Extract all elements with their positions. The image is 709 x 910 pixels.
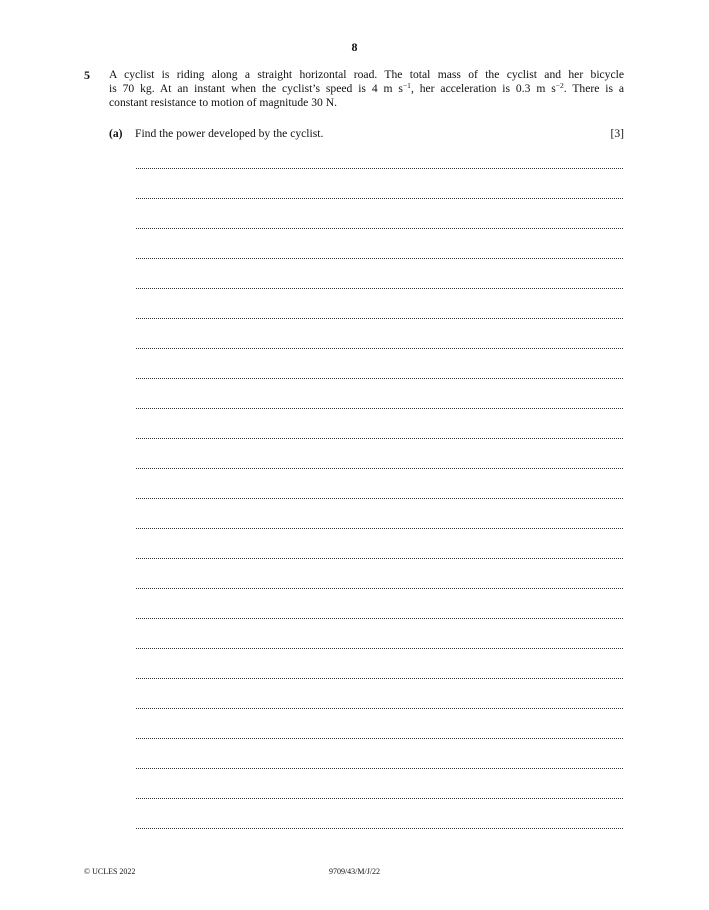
answer-line[interactable] xyxy=(136,258,623,259)
question-line-2 xyxy=(109,82,624,96)
answer-line[interactable] xyxy=(136,168,623,169)
answer-line[interactable] xyxy=(136,528,623,529)
answer-line[interactable] xyxy=(136,348,623,349)
question-line-3: constant resistance to motion of magnitude 30 N. xyxy=(109,96,337,109)
answer-line[interactable] xyxy=(136,768,623,769)
question-text xyxy=(109,68,624,110)
footer-paper-code: 9709/43/M/J/22 xyxy=(328,867,381,876)
question-line-1: A cyclist is riding along a straight horizontal road. The total mass of the cyclist and her bicycle xyxy=(109,68,624,81)
part-a-marks: [3] xyxy=(610,127,624,140)
answer-line[interactable] xyxy=(136,558,623,559)
answer-line[interactable] xyxy=(136,438,623,439)
answer-line[interactable] xyxy=(136,408,623,409)
answer-line[interactable] xyxy=(136,708,623,709)
part-a-text: Find the power developed by the cyclist. xyxy=(135,127,324,140)
part-a-label: (a) xyxy=(109,127,123,140)
footer-copyright: © UCLES 2022 xyxy=(84,867,136,876)
answer-line[interactable] xyxy=(136,618,623,619)
answer-line[interactable] xyxy=(136,738,623,739)
answer-line[interactable] xyxy=(136,378,623,379)
acceleration-unit-exponent: −2 xyxy=(555,81,564,90)
answer-line[interactable] xyxy=(136,678,623,679)
answer-line[interactable] xyxy=(136,588,623,589)
answer-line[interactable] xyxy=(136,498,623,499)
answer-line[interactable] xyxy=(136,648,623,649)
answer-line[interactable] xyxy=(136,828,623,829)
answer-line[interactable] xyxy=(136,318,623,319)
question-line-2-part-b: , her acceleration is 0.3 m s xyxy=(410,82,556,95)
answer-line[interactable] xyxy=(136,468,623,469)
answer-line[interactable] xyxy=(136,198,623,199)
answer-line[interactable] xyxy=(136,228,623,229)
question-line-2-part-c: . There is a xyxy=(563,82,625,95)
question-line-2-part-a: is 70 kg. At an instant when the cyclist’s speed is 4 m s xyxy=(109,82,403,95)
page-number: 8 xyxy=(351,40,358,54)
part-a xyxy=(109,127,624,141)
answer-line[interactable] xyxy=(136,288,623,289)
speed-unit-exponent: −1 xyxy=(402,81,411,90)
question-number: 5 xyxy=(84,68,90,82)
answer-line[interactable] xyxy=(136,798,623,799)
